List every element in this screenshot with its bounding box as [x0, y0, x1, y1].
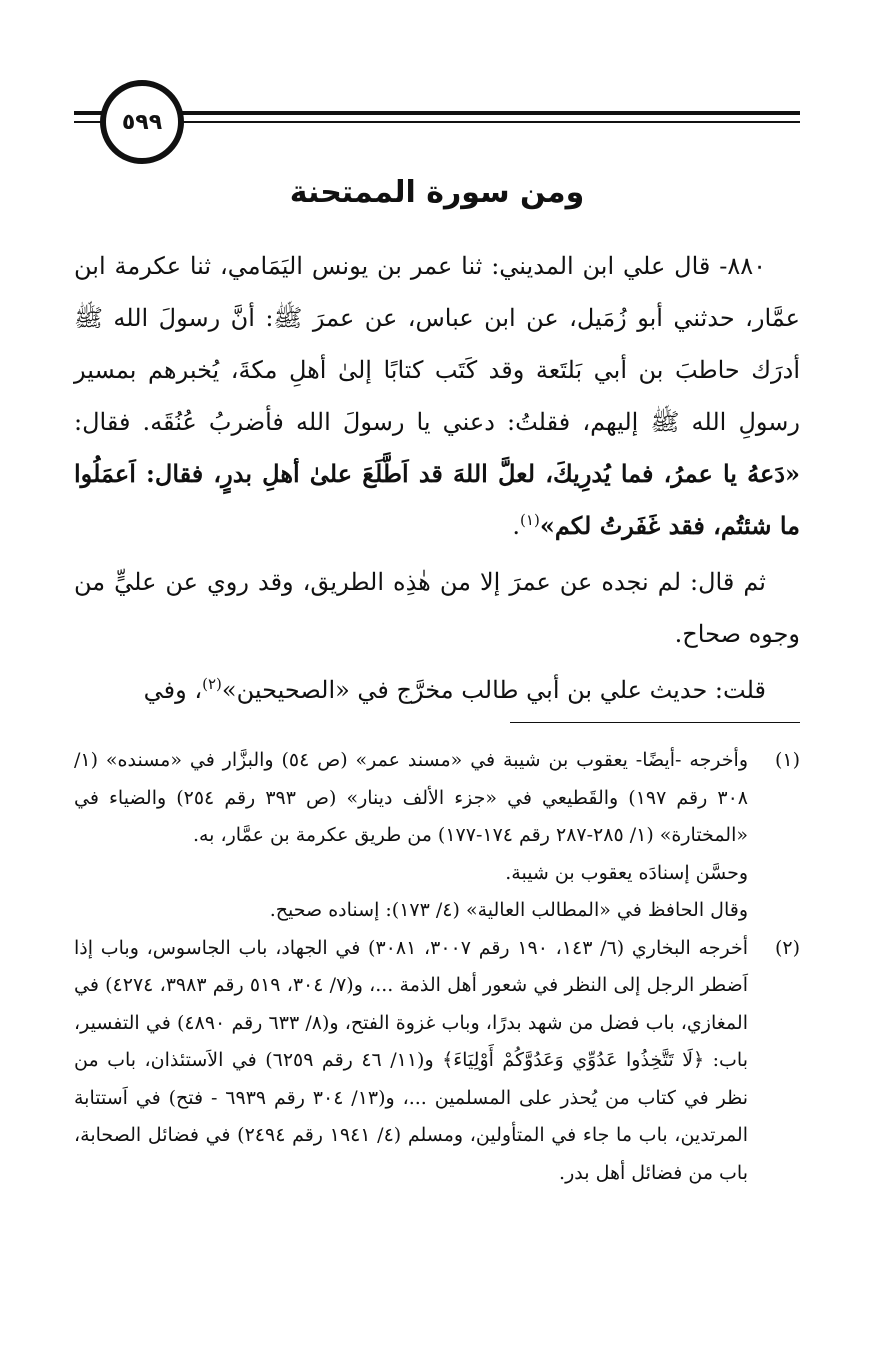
footnote-ref-2[interactable]: (٢) — [202, 675, 222, 693]
footnote-line: وحسَّن إسنادَه يعقوب بن شيبة. — [505, 861, 748, 884]
main-text — [74, 240, 800, 720]
footnote-1 — [74, 742, 800, 930]
paragraph-note — [74, 664, 800, 716]
note-text: قلت: حديث علي بن أبي طالب مخرَّج في «الصحيحين» — [221, 676, 766, 704]
page-number-badge — [100, 80, 184, 164]
paragraph-commentary: ثم قال: لم نجده عن عمرَ إلا من هٰذِه الطريق، وقد روي عن عليٍّ من وجوه صحاح. — [74, 568, 800, 648]
footnote-number: (٢) — [774, 936, 800, 959]
footnote-ref-1[interactable]: (١) — [520, 511, 540, 529]
paragraph-880 — [74, 240, 800, 552]
footnotes — [74, 742, 800, 1192]
footnote-separator — [510, 722, 800, 723]
footnote-line: وقال الحافظ في «المطالب العالية» (٤/ ١٧٣): إسناده صحيح. — [269, 899, 748, 921]
page-header — [0, 0, 873, 160]
hadith-narration: ٨٨٠- قال علي ابن المديني: ثنا عمر بن يونس اليَمَامي، ثنا عكرمة ابن عمَّار، حدثني أبو زُمَيل، عن ابن عباس، عن عمرَ ﷺ: أنَّ رسولَ الله ﷺ أدرَك حاطبَ بن أبي بَلتَعة وقد كَتَب كتابًا إلىٰ أهلِ مكةَ، يُخبرهم بمسير رسولِ الله ﷺ إليهم، فقلتُ: دعني يا رسولَ الله فأضربُ عُنُقَه. فقال: — [74, 252, 801, 436]
note-text-end: ، وفي — [143, 676, 203, 704]
footnote-2 — [74, 930, 800, 1193]
paragraph-end: . — [512, 512, 521, 540]
footnote-body — [74, 930, 748, 1193]
footnote-number: (١) — [774, 749, 800, 771]
hadith-quote: «دَعهُ يا عمرُ، فما يُدرِيكَ، لعلَّ اللهَ قد اَطَّلَعَ علىٰ أهلِ بدرٍ، فقال: اَعمَلُوا ما شئتُم، فقد غَفَرتُ لكم» — [74, 459, 800, 540]
page-number: ٥٩٩ — [121, 109, 163, 135]
footnote-line: وأخرجه -أيضًا- يعقوب بن شيبة في «مسند عمر» (ص ٥٤) والبزَّار في «مسنده» (١/ ٣٠٨ رقم ١٩٧) والقَطيعي في «جزء الألف دينار» (ص ٣٩٣ رقم ٢٥٤) والضياء في «المختارة» (١/ ٢٨٥-٢٨٧ رقم ١٧٤-١٧٧) من طريق عكرمة بن عمَّار، به. — [74, 749, 749, 846]
footnote-body — [74, 742, 748, 930]
section-title: ومن سورة الممتحنة — [289, 175, 585, 210]
footnote-line: أخرجه البخاري (٦/ ١٤٣، ١٩٠ رقم ٣٠٠٧، ٣٠٨١) في الجهاد، باب الجاسوس، وباب إذا اَضطر الرجل إلى النظر في شعور أهل الذمة ...، و(٧/ ٣٠٤، ٥١٩ رقم ٣٩٨٣، ٤٢٧٤) في المغازي، باب فضل من شهد بدرًا، وباب غزوة الفتح، و(٨/ ٦٣٣ رقم ٤٨٩٠) في التفسير، باب: ﴿لَا تَتَّخِذُوا عَدُوِّي وَعَدُوَّكُمْ أَوْلِيَاءَ﴾ و(١١/ ٤٦ رقم ٦٢٥٩) في الاَستئذان، باب من نظر في كتاب من يُحذر على المسلمين ...، و(١٣/ ٣٠٤ رقم ٦٩٣٩ - فتح) في اَستتابة المرتدين، باب ما جاء في المتأولين، ومسلم (٤/ ١٩٤١ رقم ٢٤٩٤) في فضائل الصحابة، باب من فضائل أهل بدر. — [74, 936, 749, 1184]
